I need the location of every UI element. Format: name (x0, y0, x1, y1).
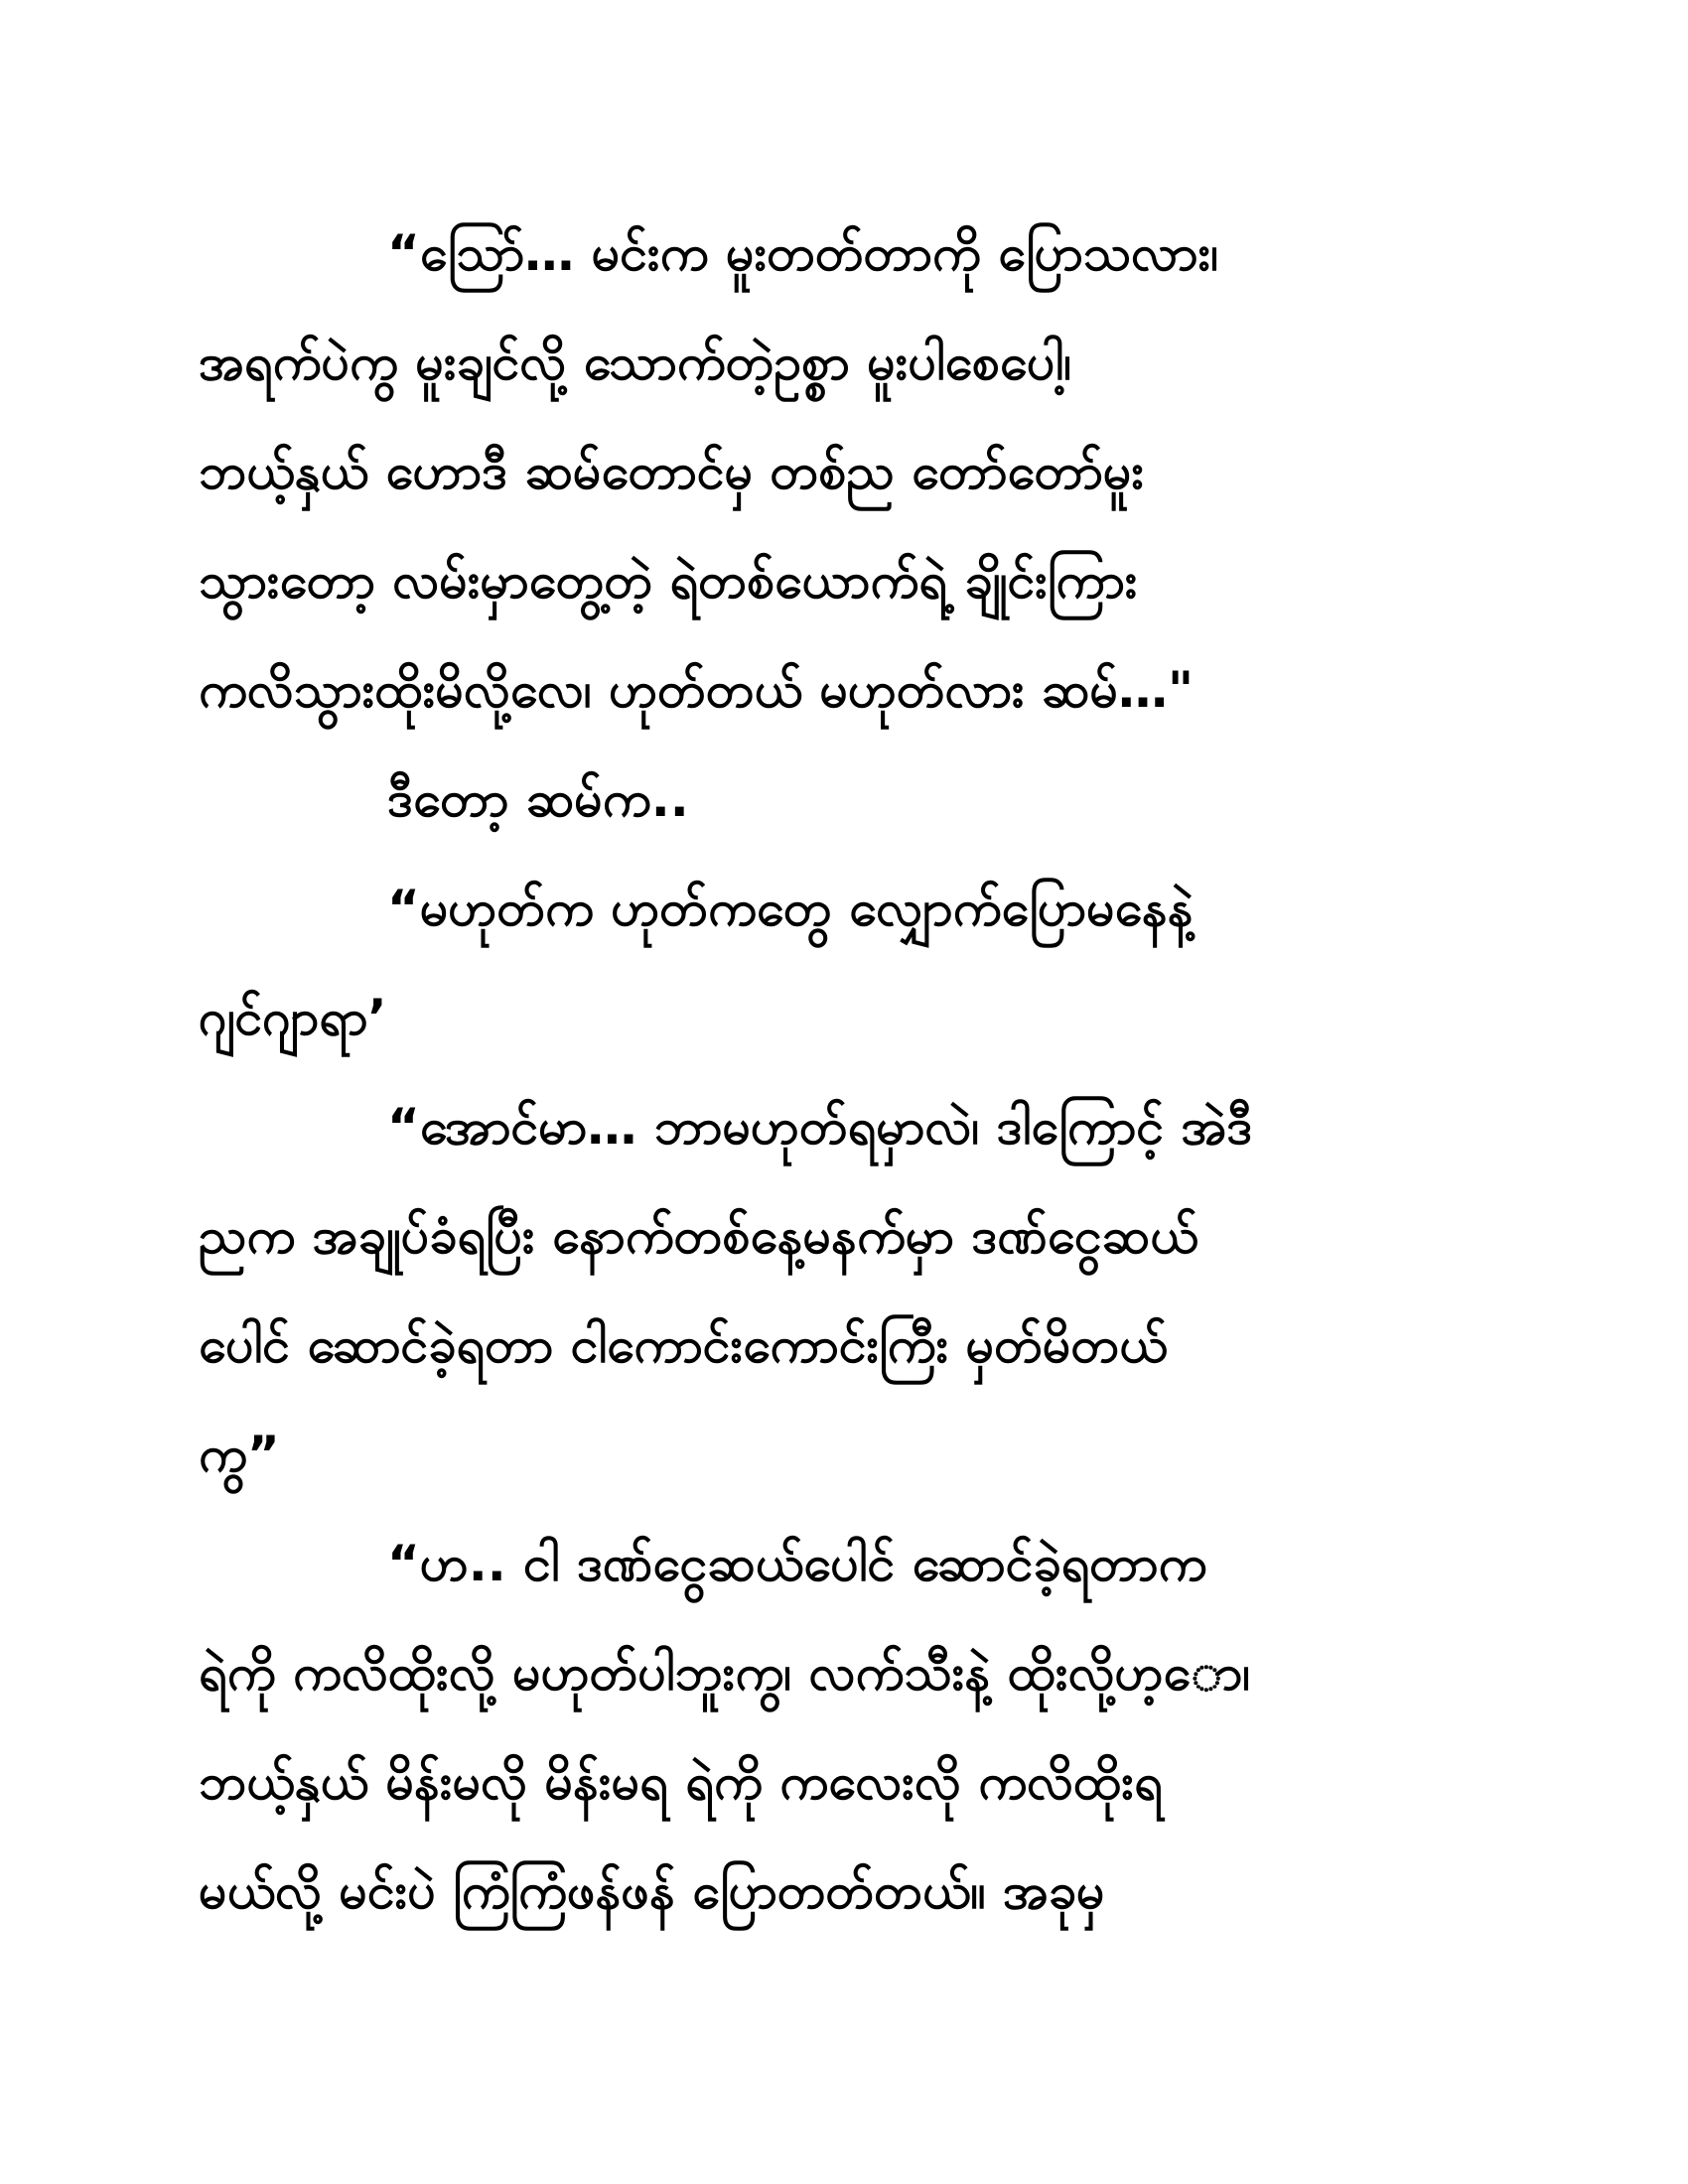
text-line: ညက အချုပ်ခံရပြီး နောက်တစ်နေ့မနက်မှာ ဒဏ်ငွေဆယ် (199, 1207, 1198, 1265)
paragraph-2 (199, 745, 1489, 854)
text-line: ဘယ့်နှယ် ဟောဒီ ဆမ်တောင်မှ တစ်ည တော်တော်မူး (199, 443, 1145, 500)
text-line: အရက်ပဲကွ မူးချင်လို့ သောက်တဲ့ဥစ္စာ မူးပါစေပေါ့၊ (199, 334, 1072, 391)
text-line: “မဟုတ်က ဟုတ်ကတွေ လျှောက်ပြောမနေနဲ့ (387, 880, 1194, 937)
text-line: သွားတော့ လမ်းမှာတွေ့တဲ့ ရဲတစ်ယောက်ရဲ့ ချိုင်းကြား (199, 552, 1138, 610)
paragraph-4 (199, 1072, 1489, 1509)
text-line: ဒီတော့ ဆမ်က.. (387, 770, 689, 828)
text-line: ပေါင် ဆောင်ခဲ့ရတာ ငါကောင်းကောင်းကြီး မှတ်မိတယ် (199, 1316, 1168, 1374)
text-line: ကွ” (199, 1426, 280, 1483)
paragraph-5 (199, 1509, 1489, 1946)
paragraph-1 (199, 199, 1489, 745)
text-line: ရဲကို ကလိထိုးလို့ မဟုတ်ပါဘူးကွ၊ လက်သီးနဲ့ ထိုးလို့ဟ့ော၊ (199, 1644, 1251, 1702)
text-line: ဘယ့်နှယ် မိန်းမလို မိန်းမရ ရဲကို ကလေးလို ကလိထိုးရ (199, 1753, 1163, 1811)
text-line: “သြော်… မင်းက မူးတတ်တာကို ပြောသလား၊ (387, 224, 1219, 282)
text-line: “အောင်မာ… ဘာမဟုတ်ရမှာလဲ၊ ဒါကြောင့် အဲဒီ (387, 1098, 1253, 1156)
text-line: “ဟ.. ငါ ဒဏ်ငွေဆယ်ပေါင် ဆောင်ခဲ့ရတာက (387, 1535, 1207, 1592)
text-line: ဂျင်ဂျာရာ’ (199, 989, 387, 1046)
document-body (199, 199, 1489, 1946)
paragraph-3 (199, 854, 1489, 1072)
text-line: ကလိသွားထိုးမိလို့လေ၊ ဟုတ်တယ် မဟုတ်လား ဆမ်…" (199, 661, 1195, 719)
text-line: မယ်လို့ မင်းပဲ ကြံကြံဖန်ဖန် ပြောတတ်တယ်။ အခုမှ (199, 1862, 1105, 1920)
